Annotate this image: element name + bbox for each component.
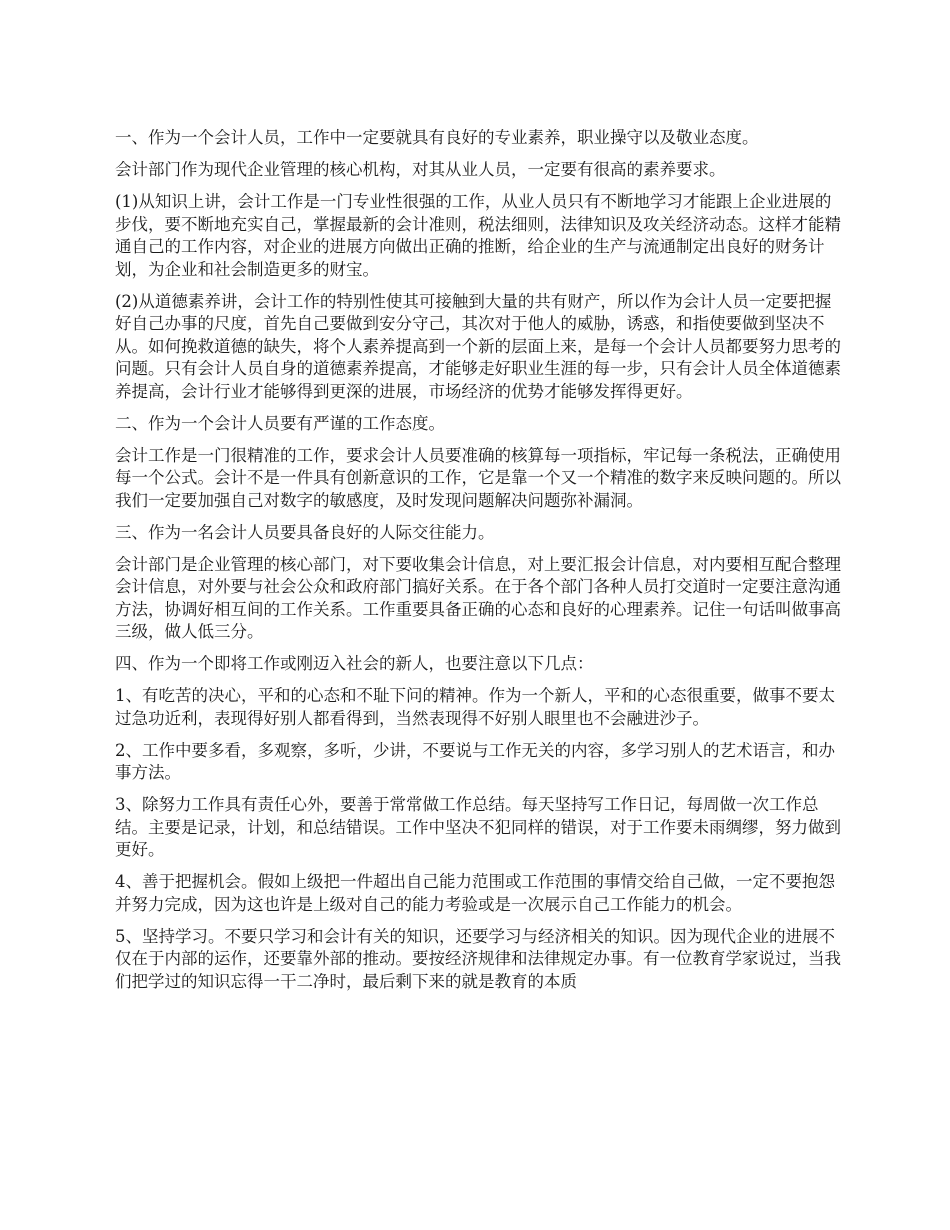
document-page (115, 127, 845, 1003)
paragraph: 3、除努力工作具有责任心外，要善于常常做工作总结。每天坚持写工作日记，每周做一次工作总结。主要是记录，计划，和总结错误。工作中坚决不犯同样的错误，对于工作要未雨绸缪，努力做到更好。 (115, 795, 841, 859)
paragraph: 四、作为一个即将工作或刚迈入社会的新人，也要注意以下几点： (115, 654, 594, 673)
paragraph: 二、作为一个会计人员要有严谨的工作态度。 (115, 413, 445, 433)
paragraph: 1、有吃苦的决心，平和的心态和不耻下问的精神。作为一个新人，平和的心态很重要，做事不要太过急功近利，表现得好别人都看得到，当然表现得不好别人眼里也不会融进沙子。 (115, 686, 835, 728)
paragraph: 一、作为一个会计人员，工作中一定要就具有良好的专业素养，职业操守以及敬业态度。 (115, 128, 759, 147)
paragraph: 会计部门作为现代企业管理的核心机构，对其从业人员，一定要有很高的素养要求。 (115, 160, 726, 179)
paragraph: 三、作为一名会计人员要具备良好的人际交往能力。 (115, 522, 495, 542)
paragraph: (2)从道德素养讲，会计工作的特别性使其可接触到大量的共有财产，所以作为会计人员一定要把握好自己办事的尺度，首先自己要做到安分守己，其次对于他人的威胁，诱惑，和指使要做到坚决不从。如何挽救道德的缺失，将个人素养提高到一个新的层面上来，是每一个会计人员都要努力思考的问题。只有会计人员自身的道德素养提高，才能够走好职业生涯的每一步，只有会计人员全体道德素养提高，会计行业才能够得到更深的进展，市场经济的优势才能够发挥得更好。 (115, 291, 841, 401)
paragraph: 4、善于把握机会。假如上级把一件超出自己能力范围或工作范围的事情交给自己做，一定不要抱怨并努力完成，因为这也许是上级对自己的能力考验或是一次展示自己工作能力的机会。 (115, 872, 835, 914)
paragraph: 5、坚持学习。不要只学习和会计有关的知识，还要学习与经济相关的知识。因为现代企业的进展不仅在于内部的运作，还要靠外部的推动。要按经济规律和法律规定办事。有一位教育学家说过，当我们把学过的知识忘得一干二净时，最后剩下来的就是教育的本质 (115, 926, 841, 991)
paragraph: 会计工作是一门很精准的工作，要求会计人员要准确的核算每一项指标，牢记每一条税法，正确使用每一个公式。会计不是一件具有创新意识的工作，它是靠一个又一个精准的数字来反映问题的。所以我们一定要加强自己对数字的敏感度，及时发现问题解决问题弥补漏洞。 (115, 445, 841, 510)
paragraph: 会计部门是企业管理的核心部门，对下要收集会计信息，对上要汇报会计信息，对内要相互配合整理会计信息，对外要与社会公众和政府部门搞好关系。在于各个部门各种人员打交道时一定要注意沟通方法，协调好相互间的工作关系。工作重要具备正确的心态和良好的心理素养。记住一句话叫做事高三级，做人低三分。 (115, 554, 841, 641)
paragraph: 2、工作中要多看，多观察，多听，少讲，不要说与工作无关的内容，多学习别人的艺术语言，和办事方法。 (115, 740, 835, 782)
paragraph: (1)从知识上讲，会计工作是一门专业性很强的工作，从业人员只有不断地学习才能跟上企业进展的步伐，要不断地充实自己，掌握最新的会计准则，税法细则，法律知识及攻关经济动态。这样才能精通自己的工作内容，对企业的进展方向做出正确的推断，给企业的生产与流通制定出良好的财务计划，为企业和社会制造更多的财宝。 (115, 192, 841, 279)
